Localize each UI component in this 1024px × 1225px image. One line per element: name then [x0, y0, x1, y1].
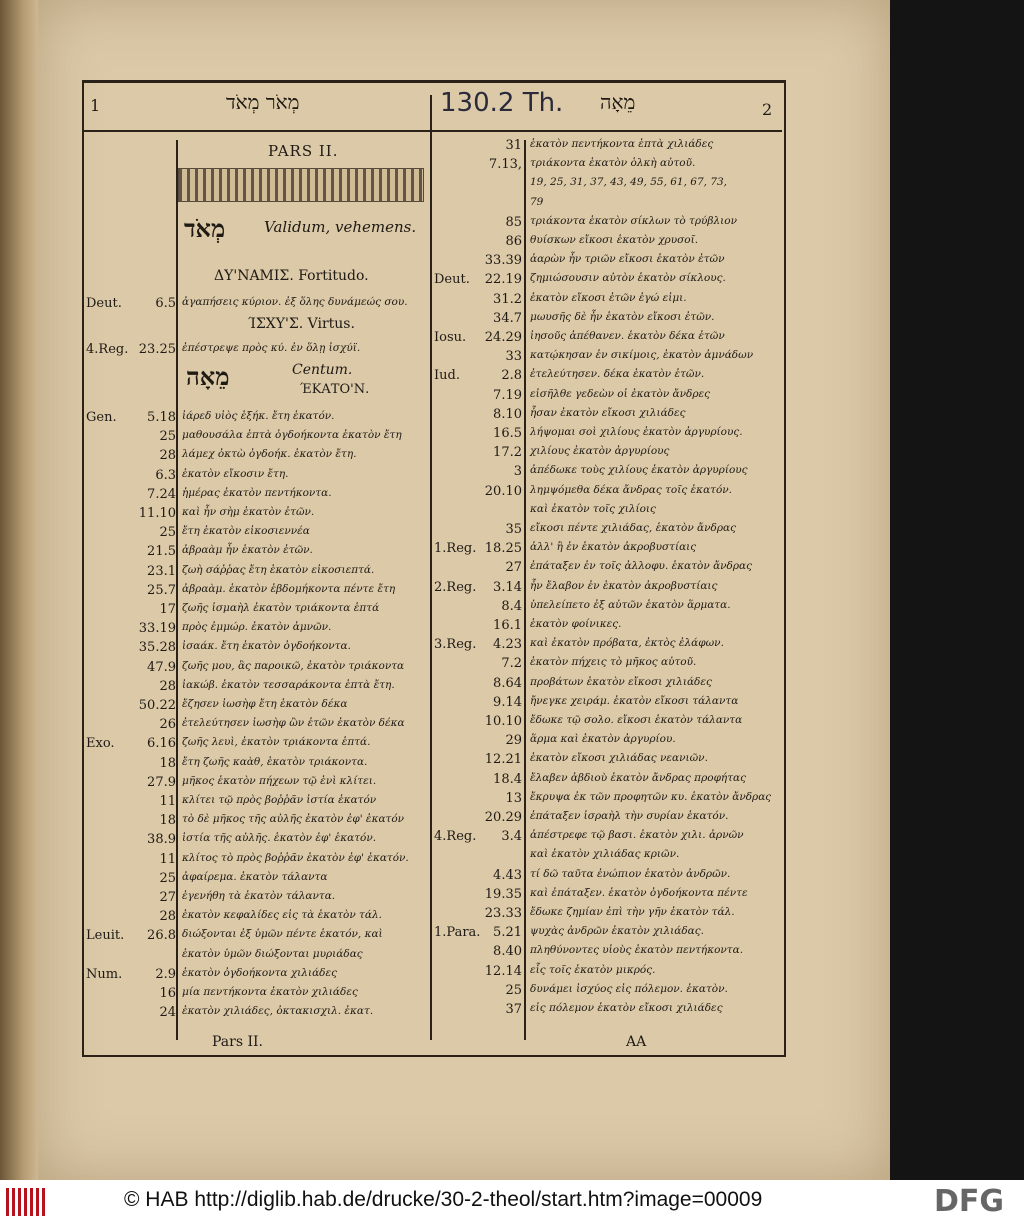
greek-quotation: ἔδωκε ζημίαν ἐπὶ τὴν γῆν ἑκατὸν τάλ. — [530, 906, 735, 918]
verse-reference: 25.7 — [147, 582, 176, 598]
greek-quotation: τί δῶ ταῦτα ἐνώπιον ἑκατὸν ἀνδρῶν. — [530, 867, 731, 880]
greek-quotation: καὶ ἑκατὸν πρόβατα, ἐκτὸς ἐλάφων. — [530, 637, 724, 650]
greek-quotation: εἰς πόλεμον ἑκατὸν εἴκοσι χιλιάδες — [530, 1002, 723, 1014]
greek-quotation: ἰακώβ. ἑκατὸν τεσσαράκοντα ἑπτὰ ἔτη. — [182, 678, 395, 691]
header-hebrew-right: מֵאָה — [600, 90, 636, 114]
verse-reference: 16.5 — [493, 426, 522, 441]
greek-quotation: διώξονται ἐξ ὑμῶν πέντε ἑκατόν, καὶ — [182, 928, 383, 941]
verse-reference: 34.7 — [493, 310, 522, 326]
verse-reference: 27 — [505, 560, 522, 576]
verse-reference: 26 — [159, 717, 176, 733]
verse-reference: 2.8 — [501, 368, 522, 384]
greek-quotation: ἅρμα καὶ ἑκατὸν ἀργυρίου. — [530, 733, 676, 746]
verse-reference: 7.13, — [488, 157, 522, 173]
verse-reference: 16 — [159, 986, 176, 1001]
verse-reference: 18.25 — [484, 541, 522, 557]
book-name: Leuit. — [86, 928, 125, 944]
verse-reference: 6.3 — [155, 467, 176, 483]
book-name: Gen. — [86, 410, 117, 425]
greek-quotation: ἑκατὸν εἴκοσι ἐτῶν ἐγώ εἰμι. — [530, 291, 687, 304]
verse-reference: 50.22 — [138, 698, 176, 713]
verse-reference: 8.10 — [493, 406, 522, 422]
pars-heading: PARS II. — [268, 142, 339, 160]
greek-quotation: πληθύνοντες υἱοὺς ἑκατὸν πεντήκοντα. — [530, 944, 744, 957]
greek-quotation: ζωῆς μου, ἃς παροικῶ, ἑκατὸν τριάκοντα — [182, 659, 405, 672]
verse-reference: 10.10 — [484, 714, 522, 729]
greek-quotation: ἀλλ' ἢ ἐν ἑκατὸν ἀκροβυστίαις — [530, 541, 697, 554]
verse-reference: 24 — [159, 1005, 176, 1021]
verse-reference: 18 — [159, 755, 176, 771]
greek-quotation: ἰάρεδ υἱὸς ἑξήκ. ἔτη ἑκατόν. — [182, 410, 335, 422]
book-name: 3.Reg. — [434, 637, 477, 653]
greek-quotation: ἔδωκε τῷ σολο. εἴκοσι ἑκατὸν τάλαντα — [530, 714, 743, 726]
verse-reference: 12.14 — [484, 963, 522, 979]
verse-reference: 35 — [505, 522, 522, 537]
book-name: 4.Reg. — [434, 829, 477, 845]
greek-quotation: ἰησοῦς ἀπέθανεν. ἑκατὸν δέκα ἐτῶν — [530, 330, 725, 342]
greek-quotation: ἑκατὸν φοίνικες. — [530, 618, 622, 630]
verse-reference: 2.9 — [155, 966, 176, 982]
greek-quotation: ζωῆς λευὶ, ἑκατὸν τριάκοντα ἑπτά. — [182, 736, 371, 749]
verse-reference: 5.21 — [493, 925, 522, 941]
signature-mark: AA — [626, 1034, 647, 1050]
verse-reference: 23.1 — [147, 563, 176, 579]
greek-quotation: προβάτων ἑκατὸν εἴκοσι χιλιάδες — [530, 675, 712, 688]
verse-reference: 85 — [505, 214, 522, 230]
greek-quotation: ἑκατὸν εἴκοσι χιλιάδας νεανιῶν. — [530, 752, 708, 765]
greek-quotation: καὶ ἑκατὸν χιλιάδας κριῶν. — [530, 848, 680, 861]
verse-reference: 33 — [505, 349, 522, 365]
verse-reference: 7.24 — [147, 486, 176, 502]
header-hebrew-left: מְאֹר מְאֹד — [226, 90, 300, 114]
greek-quotation: κλίτος τὸ πρὸς βοῤῥᾶν ἑκατὸν ἐφ' ἑκατόν. — [182, 851, 409, 864]
greek-quotation: ἀβραὰμ ἦν ἑκατὸν ἐτῶν. — [182, 544, 313, 557]
book-name: Num. — [86, 966, 123, 982]
greek-quotation: ψυχὰς ἀνδρῶν ἑκατὸν χιλιάδας. — [530, 925, 704, 938]
greek-quotation: λημψόμεθα δέκα ἄνδρας τοῖς ἑκατόν. — [530, 483, 733, 496]
greek-quotation: καὶ ἑκατὸν τοῖς χιλίοις — [530, 502, 656, 515]
verse-reference: 5.18 — [147, 410, 176, 425]
left-column-divider — [176, 140, 178, 1040]
greek-quotation: πρὸς ἐμμώρ. ἑκατὸν ἀμνῶν. — [182, 621, 332, 634]
verse-reference: 20.10 — [484, 483, 522, 499]
verse-reference: 13 — [505, 790, 522, 806]
book-name: Iosu. — [434, 330, 467, 345]
greek-quotation: ἐπέστρεψε πρὸς κύ. ἐν ὅλῃ ἰσχύϊ. — [182, 342, 361, 354]
verse-reference: 11.10 — [138, 506, 176, 521]
greek-quotation: ζωὴ σάῤῥας ἔτη ἑκατὸν εἰκοσιεπτά. — [182, 563, 375, 576]
greek-quotation: τὸ δὲ μῆκος τῆς αὐλῆς ἑκατὸν ἐφ' ἑκατόν — [182, 813, 405, 826]
verse-reference: 33.19 — [138, 621, 176, 637]
verse-reference: 27.9 — [147, 774, 176, 790]
handwritten-shelfmark: 130.2 Th. — [440, 88, 564, 118]
greek-quotation: 19, 25, 31, 37, 43, 49, 55, 61, 67, 73, — [530, 176, 728, 189]
verse-reference: 3.4 — [501, 829, 522, 845]
verse-reference: 25 — [159, 525, 176, 541]
greek-quotation: ἀπέστρεφε τῷ βασι. ἑκατὸν χιλι. ἀρνῶν — [530, 829, 744, 842]
entry-latin-centum: Centum. — [292, 362, 353, 378]
book-name: 2.Reg. — [434, 579, 477, 595]
book-name: 1.Reg. — [434, 541, 477, 557]
greek-quotation: χιλίους ἑκατὸν ἀργυρίους — [530, 445, 670, 458]
greek-quotation: ἐπάταξεν ἐν τοῖς ἀλλοφυ. ἑκατὸν ἄνδρας — [530, 560, 753, 573]
right-column-divider — [524, 140, 526, 1040]
verse-reference: 20.29 — [484, 810, 522, 825]
greek-quotation: ἀφαίρεμα. ἑκατὸν τάλαντα — [182, 870, 328, 883]
verse-reference: 29 — [505, 733, 522, 749]
verse-reference: 28 — [159, 678, 176, 694]
greek-quotation: ἔτη ἑκατὸν εἰκοσιεννέα — [182, 525, 310, 538]
greek-quotation: ἦν ἔλαβον ἐν ἑκατὸν ἀκροβυστίαις — [530, 579, 718, 592]
scan-background — [890, 0, 1024, 1180]
book-name: Deut. — [86, 296, 122, 311]
ischys-heading: ΊΣΧΥ'Σ. Virtus. — [248, 316, 355, 332]
greek-quotation: ἔζησεν ἰωσὴφ ἔτη ἑκατὸν δέκα — [182, 698, 348, 710]
center-column-divider — [430, 95, 432, 1040]
entry-hebrew-meod: מְאֹד — [184, 214, 226, 243]
verse-reference: 8.4 — [501, 598, 522, 614]
greek-quotation: ἐγενήθη τὰ ἑκατὸν τάλαντα. — [182, 890, 336, 902]
greek-quotation: 79 — [530, 195, 544, 208]
greek-quotation: ἐτελεύτησεν ἰωσὴφ ὢν ἐτῶν ἑκατὸν δέκα — [182, 717, 405, 730]
verse-reference: 18 — [159, 813, 176, 829]
greek-quotation: μῆκος ἑκατὸν πήχεων τῷ ἑνὶ κλίτει. — [182, 774, 377, 787]
greek-quotation: εἰσῆλθε γεδεὼν οἱ ἑκατὸν ἄνδρες — [530, 387, 711, 400]
verse-reference: 7.2 — [501, 656, 522, 672]
verse-reference: 33.39 — [484, 253, 522, 269]
copyright-url[interactable]: © HAB http://diglib.hab.de/drucke/30-2-theol/start.htm?image=00009 — [124, 1188, 763, 1211]
verse-reference: 4.43 — [493, 867, 522, 883]
greek-quotation: ἀπέδωκε τοὺς χιλίους ἑκατὸν ἀργυρίους — [530, 464, 748, 477]
verse-reference: 38.9 — [147, 832, 176, 848]
hekaton-heading: ΈΚΑΤΟ'Ν. — [300, 382, 370, 397]
book-spine — [0, 0, 38, 1180]
verse-reference: 23.25 — [138, 342, 176, 357]
verse-reference: 11 — [159, 851, 176, 867]
verse-reference: 6.5 — [155, 296, 176, 311]
greek-quotation: ἀαρὼν ἦν τριῶν εἴκοσι ἑκατὸν ἐτῶν — [530, 253, 725, 266]
viewer-footer — [0, 1180, 1024, 1225]
verse-reference: 28 — [159, 909, 176, 925]
verse-reference: 25 — [159, 870, 176, 886]
greek-quotation: ἤνεγκε χειράμ. ἑκατὸν εἴκοσι τάλαντα — [530, 694, 739, 707]
hab-logo-icon — [6, 1188, 46, 1216]
greek-quotation: κατῴκησαν ἐν σικίμοις, ἑκατὸν ἀμνάδων — [530, 349, 754, 362]
verse-reference: 31.2 — [493, 291, 522, 307]
verse-reference: 11 — [159, 794, 176, 809]
verse-reference: 25 — [505, 982, 522, 998]
greek-quotation: ἀβραὰμ. ἑκατὸν ἑβδομήκοντα πέντε ἔτη — [182, 582, 396, 595]
greek-quotation: ζημιώσουσιν αὐτὸν ἑκατὸν σίκλους. — [530, 272, 726, 285]
verse-reference: 18.4 — [493, 771, 522, 787]
verse-reference: 28 — [159, 448, 176, 464]
verse-reference: 22.19 — [484, 272, 522, 288]
greek-quotation: ἑκατὸν κεφαλίδες εἰς τὰ ἑκατὸν τάλ. — [182, 909, 382, 922]
greek-quotation: ὑπελείπετο ἐξ αὐτῶν ἑκατὸν ἅρματα. — [530, 598, 731, 611]
greek-quotation: μαθουσάλα ἑπτὰ ὀγδοήκοντα ἑκατὸν ἔτη — [182, 429, 402, 442]
greek-quotation: ἐπάταξεν ἰσραὴλ τὴν συρίαν ἑκατόν. — [530, 810, 729, 822]
greek-quotation: ἦσαν ἑκατὸν εἴκοσι χιλιάδες — [530, 406, 686, 419]
greek-quotation: τριάκοντα ἑκατὸν σίκλων τὸ τρύβλιον — [530, 214, 737, 227]
greek-quotation: ἡμέρας ἑκατὸν πεντήκοντα. — [182, 486, 332, 499]
verse-reference: 26.8 — [147, 928, 176, 944]
greek-quotation: θυίσκων εἴκοσι ἑκατὸν χρυσοῖ. — [530, 234, 699, 246]
verse-reference: 3.14 — [493, 579, 522, 595]
greek-quotation: ἑκατὸν πήχεις τὸ μῆκος αὐτοῦ. — [530, 656, 697, 669]
dynamis-heading: ΔΥ'ΝΑΜΙΣ. Fortitudo. — [214, 268, 369, 284]
greek-quotation: ἑκατὸν ὑμῶν διώξονται μυριάδας — [182, 947, 363, 960]
greek-quotation: ἔλαβεν ἀβδιοὺ ἑκατὸν ἄνδρας προφήτας — [530, 771, 747, 784]
dfg-logo: DFG — [934, 1184, 1005, 1219]
verse-reference: 37 — [505, 1002, 522, 1017]
verse-reference: 17.2 — [493, 445, 522, 461]
verse-reference: 35.28 — [138, 640, 176, 656]
entry-hebrew-meah: מֵאָה — [186, 362, 230, 391]
verse-reference: 47.9 — [147, 659, 176, 675]
greek-quotation: δυνάμει ἰσχύος εἰς πόλεμον. ἑκατὸν. — [530, 982, 728, 995]
verse-reference: 86 — [505, 234, 522, 249]
greek-quotation: ἑκατὸν χιλιάδες, ὀκτακισχιλ. ἑκατ. — [182, 1005, 374, 1018]
book-name: Iud. — [434, 368, 460, 384]
greek-quotation: ζωῆς ἰσμαὴλ ἑκατὸν τριάκοντα ἑπτά — [182, 602, 380, 614]
book-name: 1.Para. — [434, 925, 481, 941]
verse-reference: 12.21 — [484, 752, 522, 768]
page-number-right: 2 — [762, 100, 773, 119]
verse-reference: 31 — [505, 138, 522, 153]
ornament-band — [178, 168, 424, 202]
verse-reference: 8.40 — [493, 944, 522, 960]
greek-quotation: μωυσῆς δὲ ἦν ἑκατὸν εἴκοσι ἐτῶν. — [530, 310, 715, 323]
verse-reference: 19.35 — [484, 886, 522, 902]
greek-quotation: λήψομαι σοὶ χιλίους ἑκατὸν ἀργυρίους. — [530, 426, 743, 438]
verse-reference: 8.64 — [493, 675, 522, 691]
verse-reference: 3 — [513, 464, 522, 480]
verse-reference: 17 — [159, 602, 176, 617]
verse-reference: 9.14 — [493, 694, 522, 710]
entry-latin-validum: Validum, vehemens. — [264, 218, 417, 236]
book-name: 4.Reg. — [86, 342, 129, 357]
header-rule — [82, 130, 782, 132]
verse-reference: 7.19 — [493, 387, 522, 403]
greek-quotation: μία πεντήκοντα ἑκατὸν χιλιάδες — [182, 986, 358, 998]
verse-reference: 24.29 — [484, 330, 522, 345]
verse-reference: 23.33 — [484, 906, 522, 921]
verse-reference: 27 — [159, 890, 176, 905]
page-footer-pars: Pars II. — [212, 1034, 263, 1050]
greek-quotation: καὶ ἦν σὴμ ἑκατὸν ἐτῶν. — [182, 506, 315, 518]
greek-quotation: ἰσαάκ. ἔτη ἑκατὸν ὀγδοήκοντα. — [182, 640, 351, 653]
greek-quotation: εἴκοσι πέντε χιλιάδας, ἑκατὸν ἄνδρας — [530, 522, 736, 534]
greek-quotation: ἑκατὸν ὀγδοήκοντα χιλιάδες — [182, 966, 337, 979]
verse-reference: 6.16 — [147, 736, 176, 752]
page-number-left: 1 — [90, 96, 101, 115]
greek-quotation: ἑκατὸν εἴκοσιν ἔτη. — [182, 467, 289, 480]
verse-reference: 21.5 — [147, 544, 176, 560]
greek-quotation: κλίτει τῷ πρὸς βοῤῥᾶν ἱστία ἑκατόν — [182, 794, 377, 806]
verse-reference: 16.1 — [493, 618, 522, 633]
greek-quotation: τριάκοντα ἑκατὸν ὁλκὴ αὐτοῦ. — [530, 157, 696, 170]
greek-quotation: ἔκρυψα ἐκ τῶν προφητῶν κυ. ἑκατὸν ἄνδρας — [530, 790, 772, 803]
greek-quotation: ἀγαπήσεις κύριον. ἐξ ὅλης δυνάμεώς σου. — [182, 296, 408, 308]
greek-quotation: καὶ ἐπάταξεν. ἑκατὸν ὀγδοήκοντα πέντε — [530, 886, 748, 899]
greek-quotation: ἱστία τῆς αὐλῆς. ἑκατὸν ἐφ' ἑκατόν. — [182, 832, 377, 845]
book-name: Deut. — [434, 272, 470, 288]
greek-quotation: ἔτη ζωῆς καὰθ, ἑκατὸν τριάκοντα. — [182, 755, 368, 768]
greek-quotation: ἑκατὸν πεντήκοντα ἑπτὰ χιλιάδες — [530, 138, 714, 150]
greek-quotation: εἷς τοῖς ἑκατὸν μικρός. — [530, 963, 656, 976]
verse-reference: 25 — [159, 429, 176, 445]
verse-reference: 4.23 — [493, 637, 522, 653]
book-name: Exo. — [86, 736, 115, 752]
greek-quotation: ἐτελεύτησεν. δέκα ἑκατὸν ἐτῶν. — [530, 368, 705, 381]
greek-quotation: λάμεχ ὀκτὼ ὀγδοήκ. ἑκατὸν ἔτη. — [182, 448, 357, 461]
